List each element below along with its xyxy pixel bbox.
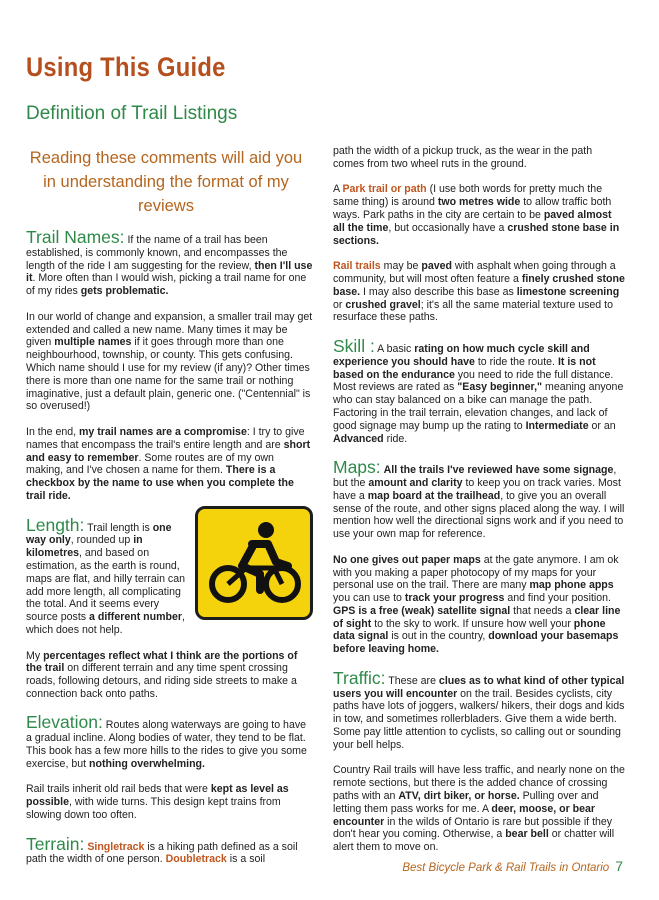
bicycle-sign-image xyxy=(195,506,313,620)
text: bear bell xyxy=(505,828,549,841)
page-footer xyxy=(402,858,623,874)
text: Routes along waterways are going to have a gradual incline. Along bodies of water, they tend to be flat. This book has a few more hills to the rides to give you some exercise, but xyxy=(26,719,307,770)
text: if it goes through more than one neighbourhood, township, or county. This gets confusing. Which name should I use for my review (if any)? Other times there is more than one name for the same trail or nothing imaginative, just a default plain, generic one. ("Centennial" is so overused!) xyxy=(26,336,311,413)
elevation-heading: Elevation: xyxy=(26,712,103,733)
text: GPS is a free (weak) satellite signal xyxy=(333,604,511,617)
text: ; it's all the same material texture used to resurface these paths. xyxy=(333,298,613,324)
text: short and easy to remember xyxy=(26,438,311,464)
text: These are xyxy=(385,674,439,687)
text: Trail length is xyxy=(84,521,153,534)
text: crushed stone base in sections. xyxy=(333,221,620,247)
bicycle-sign xyxy=(195,506,313,620)
length-paragraph-2 xyxy=(26,650,313,701)
trail-names-paragraph-3 xyxy=(26,426,313,503)
text: is a soil xyxy=(226,853,266,866)
text: or chatter will alert them to move on. xyxy=(333,828,615,854)
text: to allow traffic both ways. Park paths in the city are certain to be xyxy=(333,196,612,221)
text: Country Rail trails will have less traffic, and nearly none on the remote sections, but there is the added chance of crossing paths with an xyxy=(333,764,625,803)
text: : I try to give names that encompass the trail's entire length and are xyxy=(26,425,305,451)
terrain-continued-paragraph xyxy=(333,145,625,171)
text: gets problematic. xyxy=(80,285,169,298)
text: that needs a xyxy=(510,604,575,617)
text: , but occasionally have a xyxy=(388,221,508,234)
text: . More often than I would wish, picking a trail name for one of my rides xyxy=(26,272,307,298)
text: All the trails I've reviewed have some signage xyxy=(383,464,614,477)
text: clues as to what kind of other typical users you will encounter xyxy=(333,674,625,700)
text: A xyxy=(333,183,343,196)
text: amount and clarity xyxy=(368,476,463,489)
pull-quote: Reading these comments will aid you in understanding the format of my reviews xyxy=(29,149,303,215)
text: limestone screening xyxy=(516,285,620,298)
text: to ride the route. xyxy=(474,355,558,368)
text: There is a checkbox by the name to use when you complete the trail ride. xyxy=(26,464,294,502)
length-heading: Length: xyxy=(26,514,85,535)
text: may be xyxy=(380,260,422,273)
text: to keep you on track varies. Most have a xyxy=(333,476,621,502)
length-paragraph xyxy=(26,516,313,637)
text: Intermediate xyxy=(525,419,589,432)
page-number: 7 xyxy=(615,858,623,874)
rail-trail-paragraph xyxy=(333,260,625,324)
text: map phone apps xyxy=(529,579,614,592)
text: then I'll use it xyxy=(26,259,313,285)
text: path the width of a pickup truck, as the wear in the path comes from two wheel ruts in the ground. xyxy=(333,145,593,170)
text: kept as level as possible xyxy=(26,783,289,809)
right-column xyxy=(333,145,625,867)
text: Singletrack xyxy=(87,840,145,853)
text: paved xyxy=(421,260,452,273)
text: in the wilds of Ontario is rare but possible if they don't hear you coming. Otherwise, a xyxy=(333,815,613,841)
text: nothing overwhelming. xyxy=(89,757,205,770)
text: my trail names are a compromise xyxy=(79,425,247,438)
maps-paragraph xyxy=(333,458,625,541)
text: with asphalt when going through a community, but will most often feature a xyxy=(333,260,616,285)
text: crushed gravel xyxy=(345,298,421,311)
text: , which does not help. xyxy=(26,611,185,636)
text: Rail trails xyxy=(333,260,381,273)
text: track your progress xyxy=(404,592,505,605)
text: is a hiking path defined as a soil path the width of one person. xyxy=(26,840,298,866)
text: multiple names xyxy=(54,336,132,349)
text: meaning anyone who can stay balanced on a bike can manage the path. Factoring in the trail terrain, elevation changes, and lack of good signage may bump up the rating to xyxy=(333,381,624,432)
text: rating on how much cycle skill and experience you should have xyxy=(333,342,590,368)
terrain-heading: Terrain: xyxy=(26,833,85,854)
skill-heading: Skill : xyxy=(333,335,375,356)
trail-names-paragraph-2 xyxy=(26,311,313,413)
trail-names-paragraph xyxy=(26,228,313,298)
elevation-paragraph xyxy=(26,713,313,770)
section-title: Definition of Trail Listings xyxy=(26,103,238,124)
text: , and based on estimation, as the earth is round, maps are flat, and hilly terrain can add more length, all complicating the total. And it seems every source posts xyxy=(26,547,185,624)
maps-heading: Maps: xyxy=(333,457,381,478)
text: It is not based on the endurance xyxy=(333,355,596,381)
text: Advanced xyxy=(333,432,384,445)
text: A basic xyxy=(374,342,415,355)
text: map board at the trailhead xyxy=(367,489,501,502)
text: ride. xyxy=(383,432,408,445)
text: you can use to xyxy=(333,592,405,605)
traffic-heading: Traffic: xyxy=(333,667,386,688)
text: percentages reflect what I think are the portions of the trail xyxy=(26,649,298,675)
text: on different terrain and any time spent crossing roads, following detours, and riding side streets to make a connection back onto paths. xyxy=(26,662,297,700)
text: on the trail. Besides cyclists, city paths have lots of joggers, walkers/ hikers, their dogs and kids in tow, and sometimes rollerbladers. Give them a wide berth. Some pay little attention to cyclists, so calling out or sounding your bell helps. xyxy=(333,687,625,751)
left-column xyxy=(26,228,313,879)
traffic-paragraph xyxy=(333,669,625,752)
text: I may also describe this base as xyxy=(360,285,517,298)
text: two metres wide xyxy=(437,196,521,209)
skill-paragraph xyxy=(333,337,625,445)
text: and find your position. xyxy=(504,592,611,605)
traffic-paragraph-2 xyxy=(333,764,625,854)
elevation-paragraph-2 xyxy=(26,783,313,821)
text: deer, moose, or bear encounter xyxy=(333,802,596,828)
text: download your basemaps before leaving home. xyxy=(333,630,619,656)
text: or an xyxy=(588,419,616,432)
text: a different number xyxy=(89,611,183,624)
text: , rounded up xyxy=(70,534,134,547)
text: phone data signal xyxy=(333,617,606,643)
text: Park trail or path xyxy=(342,183,427,196)
book-title: Best Bicycle Park & Rail Trails in Ontario xyxy=(402,862,610,874)
text: Doubletrack xyxy=(165,853,227,866)
text: or xyxy=(333,298,346,311)
text: No one gives out paper maps xyxy=(333,553,481,566)
text: (I use both words for pretty much the same thing) is around xyxy=(333,183,603,209)
text: paved almost all the time xyxy=(333,208,612,234)
text: , but the xyxy=(333,464,617,489)
text: In the end, xyxy=(26,425,80,438)
text: My xyxy=(26,649,44,662)
text: in kilometres xyxy=(26,534,143,560)
text: at the gate anymore. I am ok with you making a paper photocopy of my maps for your personal use on the trail. There are many xyxy=(333,553,619,592)
page-title: Using This Guide xyxy=(26,52,226,82)
terrain-paragraph xyxy=(26,835,313,867)
text: you need to ride the full distance. Most reviews are rated as xyxy=(333,368,614,394)
text: is out in the country, xyxy=(388,630,489,643)
trail-names-heading: Trail Names: xyxy=(26,227,125,247)
text: Pulling over and letting them pass works for me. A xyxy=(333,790,599,815)
text: finely crushed stone base. xyxy=(333,272,625,298)
maps-paragraph-2 xyxy=(333,554,625,656)
bicycle-rider-icon xyxy=(202,514,306,612)
text: one way only xyxy=(26,521,172,547)
text: to the sky to work. If unsure how well your xyxy=(371,617,574,630)
text: clear line of sight xyxy=(333,604,621,630)
text: , to give you an overall sense of the route, and other signs placed along the way. I will mention how well the directional signs work and if you need to use your own map for reference. xyxy=(333,489,625,541)
text: . Some routes are of my own making, and I've chosen a name for them. xyxy=(26,451,274,477)
text: In our world of change and expansion, a smaller trail may get extended and called a new name. Many times it may be given xyxy=(26,310,313,349)
text: ATV, dirt biker, or horse. xyxy=(398,790,520,803)
park-trail-paragraph xyxy=(333,183,625,247)
text: "Easy beginner," xyxy=(457,381,543,394)
text: If the name of a trail has been established, is commonly known, and encompasses the length of the ride I am suggesting for the review, xyxy=(26,234,288,272)
text: , with wide turns. This design kept trains from slowing down too often. xyxy=(26,796,281,822)
text: Rail trails inherit old rail beds that were xyxy=(26,783,211,796)
